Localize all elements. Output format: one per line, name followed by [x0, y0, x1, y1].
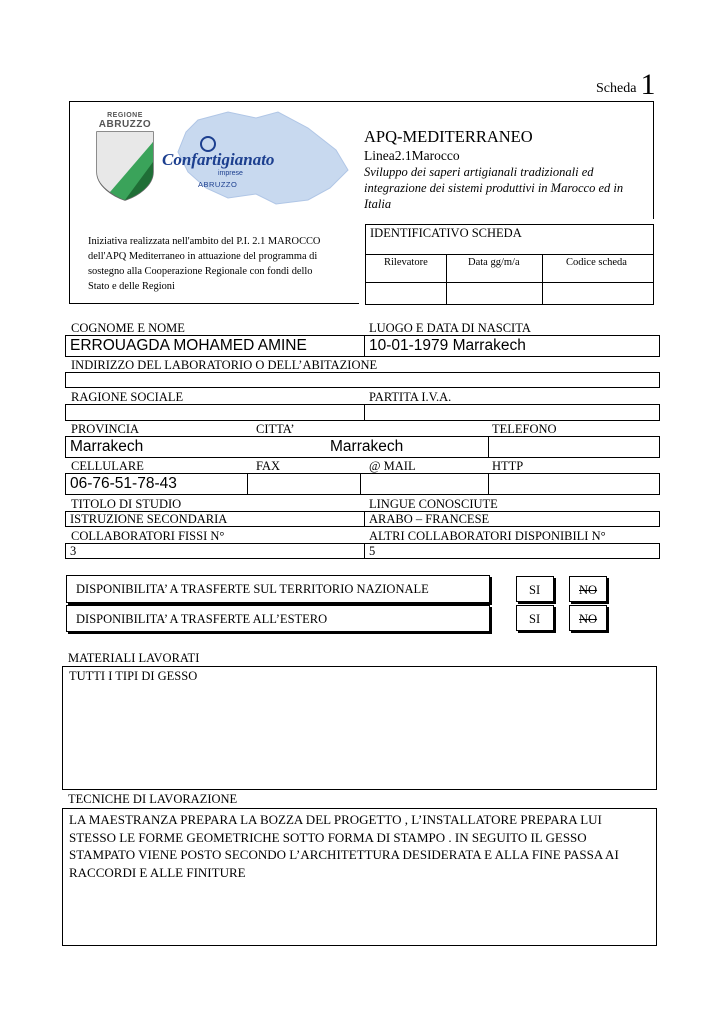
confartigianato-logo [158, 108, 353, 208]
fixed-collab-field[interactable] [65, 543, 365, 559]
other-collab-value: 5 [369, 544, 376, 558]
abroad-travel-box [66, 605, 490, 632]
name-label: COGNOME E NOME [71, 321, 185, 335]
materials-field[interactable] [62, 666, 657, 790]
study-value: ISTRUZIONE SECONDARIA [70, 512, 228, 526]
fax-label: FAX [256, 459, 281, 473]
national-travel-box [66, 575, 490, 603]
address-field[interactable] [65, 372, 660, 388]
project-line: Linea2.1Marocco [364, 148, 460, 163]
regione-shield-icon [92, 130, 158, 202]
id-col-rilevatore: Rilevatore [384, 257, 428, 268]
birth-label: LUOGO E DATA DI NASCITA [369, 321, 531, 335]
study-label: TITOLO DI STUDIO [71, 497, 182, 511]
fax-field[interactable] [247, 473, 361, 495]
http-label: HTTP [492, 459, 524, 473]
province-city-field[interactable] [65, 436, 489, 458]
other-collab-field[interactable] [364, 543, 660, 559]
regione-label-1: REGIONE [107, 112, 143, 119]
abroad-yes-option[interactable] [516, 605, 554, 631]
id-box-title: IDENTIFICATIVO SCHEDA [370, 226, 522, 240]
initiative-text: Iniziativa realizzata nell'ambito del P.I. 2.1 MAROCCO dell'APQ Mediterraneo in attuazione del programma di sostegno alla Cooperazione Regionale con fondi dello Stato e delle Regioni [88, 236, 321, 292]
vat-field[interactable] [364, 404, 660, 421]
abroad-no-option[interactable] [569, 605, 607, 631]
province-value: Marrakech [70, 438, 144, 455]
mail-label: @ MAIL [369, 459, 416, 473]
national-yes-label: SI [529, 583, 541, 597]
name-value: ERROUAGDA MOHAMED AMINE [70, 337, 307, 354]
phone-label: TELEFONO [492, 422, 557, 436]
id-data-field[interactable] [447, 283, 542, 304]
languages-label: LINGUE CONOSCIUTE [369, 497, 498, 511]
languages-field[interactable] [364, 511, 660, 527]
abroad-no-label: NO [579, 612, 598, 626]
company-field[interactable] [65, 404, 365, 421]
birth-value: 10-01-1979 Marrakech [369, 337, 526, 354]
techniques-field[interactable] [62, 808, 657, 946]
province-label: PROVINCIA [71, 422, 140, 436]
project-title: APQ-MEDITERRANEO [364, 127, 533, 146]
materials-value: TUTTI I TIPI DI GESSO [69, 669, 198, 683]
id-col-data: Data gg/m/a [468, 257, 520, 268]
id-col-codice: Codice scheda [566, 257, 627, 268]
scheda-label: Scheda [596, 81, 637, 96]
phone-field[interactable] [488, 436, 660, 458]
header-right-border [653, 101, 654, 219]
header-bottom-border [69, 303, 359, 304]
scheda-header [596, 68, 655, 102]
id-rilevatore-field[interactable] [366, 283, 446, 304]
fixed-collab-label: COLLABORATORI FISSI N° [71, 529, 225, 543]
other-collab-label: ALTRI COLLABORATORI DISPONIBILI N° [369, 529, 606, 543]
techniques-label: TECNICHE DI LAVORAZIONE [68, 792, 238, 806]
vat-label: PARTITA I.V.A. [369, 390, 452, 404]
national-no-label: NO [579, 583, 598, 597]
regione-abruzzo-logo [92, 112, 158, 208]
mobile-field[interactable] [65, 473, 248, 495]
city-label: CITTA’ [256, 422, 295, 436]
mobile-label: CELLULARE [71, 459, 144, 473]
national-yes-option[interactable] [516, 576, 554, 602]
national-travel-label: DISPONIBILITA’ A TRASFERTE SUL TERRITORIO NAZIONALE [76, 582, 429, 596]
confartigianato-sub: imprese [218, 170, 243, 177]
project-description: Sviluppo dei saperi artigianali tradizionali ed integrazione dei sistemi produttivi in Marocco ed in Italia [364, 165, 624, 211]
birth-field[interactable] [364, 335, 660, 357]
header-top-border [69, 101, 654, 102]
id-box-divider-1 [365, 254, 654, 255]
city-value: Marrakech [330, 438, 404, 455]
confartigianato-name: Confartigianato [162, 150, 275, 169]
scheda-number: 1 [640, 68, 656, 101]
confartigianato-region: ABRUZZO [198, 180, 238, 189]
materials-label: MATERIALI LAVORATI [68, 651, 200, 665]
mobile-value: 06-76-51-78-43 [70, 475, 177, 492]
study-field[interactable] [65, 511, 365, 527]
id-codice-field[interactable] [543, 283, 653, 304]
address-label: INDIRIZZO DEL LABORATORIO O DELL’ABITAZIONE [71, 358, 378, 372]
languages-value: ARABO – FRANCESE [369, 512, 490, 526]
company-label: RAGIONE SOCIALE [71, 390, 184, 404]
http-field[interactable] [488, 473, 660, 495]
abroad-travel-label: DISPONIBILITA’ A TRASFERTE ALL’ESTERO [76, 612, 328, 626]
fixed-collab-value: 3 [70, 544, 77, 558]
header-left-border [69, 101, 70, 304]
abroad-yes-label: SI [529, 612, 541, 626]
techniques-value: LA MAESTRANZA PREPARA LA BOZZA DEL PROGETTO , L’INSTALLATORE PREPARA LUI STESSO LE FORME GEOMETRICHE SOTTO FORMA DI STAMPO . IN SEGUITO IL GESSO STAMPATO VIENE POSTO SECONDO L’ARCHITETTURA DESIDERATA E ALLA FINE PASSA AI RACCORDI E ALLE FINITURE [69, 812, 619, 880]
regione-label-2: ABRUZZO [98, 119, 152, 130]
national-no-option[interactable] [569, 576, 607, 602]
name-field[interactable] [65, 335, 365, 357]
mail-field[interactable] [360, 473, 489, 495]
